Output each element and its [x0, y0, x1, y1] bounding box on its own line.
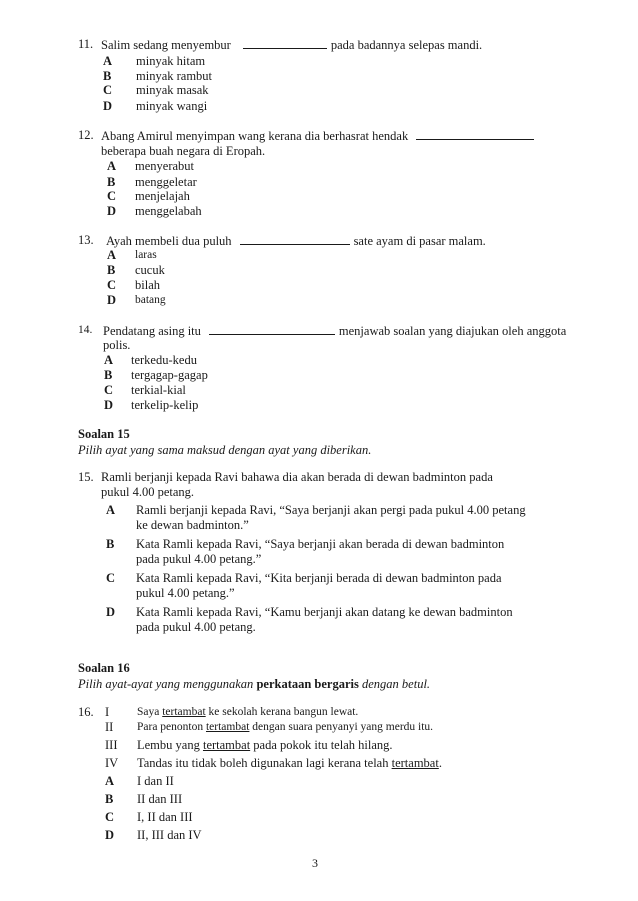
question-11-option-d-letter: D: [103, 99, 113, 113]
statement-iii-post: pada pokok itu telah hilang.: [250, 738, 393, 752]
question-14-option-d-letter: D: [104, 398, 114, 412]
question-11-stem-pre: Salim sedang menyembur: [101, 38, 231, 52]
statement-i-text: [137, 705, 358, 720]
question-15-option-c-letter: C: [106, 571, 116, 585]
question-14-option-c-letter: C: [104, 383, 114, 397]
question-13-option-c-letter: C: [107, 278, 117, 292]
question-16-option-b-letter: B: [105, 792, 114, 806]
question-12-option-b-letter: B: [107, 175, 116, 189]
question-12-option-c-letter: C: [107, 189, 117, 203]
statement-iv-underlined-word: tertambat: [391, 756, 439, 770]
question-15-stem-line1: Ramli berjanji kepada Ravi bahawa dia akan berada di dewan badminton pada: [101, 470, 493, 484]
question-14-blank: [209, 323, 335, 335]
question-14-stem-line2: polis.: [103, 338, 131, 352]
statement-iii-pre: Lembu yang: [137, 738, 203, 752]
question-16-option-b-text: II dan III: [137, 792, 183, 806]
question-12-option-a-letter: A: [107, 159, 117, 173]
question-15-option-a-line1: Ramli berjanji kepada Ravi, “Saya berjanji akan pergi pada pukul 4.00 petang: [136, 503, 526, 517]
section-16-instruction-pre: Pilih ayat-ayat yang menggunakan: [78, 677, 257, 691]
question-11-option-b-letter: B: [103, 69, 112, 83]
statement-iv-text: [137, 756, 442, 771]
question-15-option-c-line1: Kata Ramli kepada Ravi, “Kita berjanji berada di dewan badminton pada: [136, 571, 502, 585]
question-14-stem-pre: Pendatang asing itu: [103, 324, 201, 338]
question-11-stem: [101, 37, 482, 53]
question-12-option-c-text: menjelajah: [135, 189, 190, 203]
question-13-option-a-letter: A: [107, 248, 117, 262]
question-12-stem-line2: beberapa buah negara di Eropah.: [101, 144, 266, 158]
question-15-option-b-line2: pada pukul 4.00 petang.”: [136, 552, 262, 566]
statement-i-pre: Saya: [137, 706, 163, 718]
question-14-option-b-text: tergagap-gagap: [131, 368, 208, 382]
question-11-blank: [243, 37, 327, 49]
question-12-number: 12.: [78, 128, 94, 142]
statement-i-underlined-word: tertambat: [162, 706, 206, 718]
statement-iii-text: [137, 738, 393, 753]
question-16-number: 16.: [78, 705, 94, 719]
question-11-option-d-text: minyak wangi: [136, 99, 208, 113]
question-16-option-d-letter: D: [105, 828, 115, 842]
question-15-option-a-line2: ke dewan badminton.”: [136, 518, 249, 532]
question-13-stem: [106, 233, 486, 249]
question-13-option-a-text: laras: [135, 249, 157, 261]
question-15-option-d-line1: Kata Ramli kepada Ravi, “Kamu berjanji akan datang ke dewan badminton: [136, 605, 513, 619]
statement-ii-text: [137, 720, 433, 735]
question-16-option-a-text: I dan II: [137, 774, 174, 788]
statement-iv-numeral: IV: [105, 756, 119, 770]
question-15-option-c-line2: pukul 4.00 petang.”: [136, 586, 235, 600]
section-16-heading: Soalan 16: [78, 661, 130, 675]
question-14-stem-line1: [103, 323, 566, 339]
question-12-blank: [416, 128, 534, 140]
question-12-option-d-letter: D: [107, 204, 117, 218]
section-16-instruction-post: dengan betul.: [358, 677, 431, 691]
question-15-option-b-letter: B: [106, 537, 115, 551]
section-16-instruction-bold: perkataan bergaris: [256, 677, 359, 691]
question-11-number: 11.: [78, 37, 94, 51]
question-13-stem-pre: Ayah membeli dua puluh: [106, 234, 232, 248]
question-14-option-a-text: terkedu-kedu: [131, 353, 197, 367]
question-14-option-d-text: terkelip-kelip: [131, 398, 199, 412]
statement-ii-numeral: II: [105, 720, 114, 734]
question-15-stem-line2: pukul 4.00 petang.: [101, 485, 195, 499]
question-14-number: 14.: [78, 324, 93, 336]
statement-i-post: ke sekolah kerana bangun lewat.: [205, 706, 359, 718]
statement-ii-pre: Para penonton: [137, 721, 206, 733]
statement-ii-underlined-word: tertambat: [205, 721, 250, 733]
question-16-option-c-letter: C: [105, 810, 115, 824]
question-16-option-a-letter: A: [105, 774, 115, 788]
page-number: 3: [312, 856, 318, 870]
section-15-heading: Soalan 15: [78, 427, 130, 441]
statement-iv-pre: Tandas itu tidak boleh digunakan lagi kerana telah: [137, 756, 392, 770]
question-11-option-a-letter: A: [103, 54, 113, 68]
question-13-option-c-text: bilah: [135, 278, 160, 292]
question-11-option-b-text: minyak rambut: [136, 69, 213, 83]
question-14-stem-post: menjawab soalan yang diajukan oleh anggota: [338, 324, 567, 338]
question-15-option-d-letter: D: [106, 605, 116, 619]
question-15-option-b-line1: Kata Ramli kepada Ravi, “Saya berjanji akan berada di dewan badminton: [136, 537, 505, 551]
statement-ii-post: dengan suara penyanyi yang merdu itu.: [249, 721, 434, 733]
question-13-option-d-letter: D: [107, 293, 117, 307]
statement-iv-post: .: [438, 756, 442, 770]
question-15-option-a-letter: A: [106, 503, 116, 517]
question-13-stem-post: sate ayam di pasar malam.: [353, 234, 486, 248]
question-14-option-a-letter: A: [104, 353, 114, 367]
question-11-option-a-text: minyak hitam: [136, 54, 206, 68]
question-13-blank: [240, 233, 350, 245]
statement-iii-numeral: III: [105, 738, 118, 752]
question-16-option-c-text: I, II dan III: [137, 810, 193, 824]
question-16-option-d-text: II, III dan IV: [137, 828, 202, 842]
question-13-number: 13.: [78, 233, 94, 247]
question-12-option-b-text: menggeletar: [135, 175, 197, 189]
question-15-option-d-line2: pada pukul 4.00 petang.: [136, 620, 256, 634]
question-12-option-a-text: menyerabut: [135, 159, 195, 173]
question-12-stem-line1-text: Abang Amirul menyimpan wang kerana dia berhasrat hendak: [101, 129, 409, 143]
question-14-option-b-letter: B: [104, 368, 113, 382]
question-14-option-c-text: terkial-kial: [131, 383, 186, 397]
section-15-instruction: Pilih ayat yang sama maksud dengan ayat yang diberikan.: [78, 443, 372, 457]
section-16-instruction: [78, 677, 430, 692]
statement-i-numeral: I: [105, 705, 110, 719]
question-11-option-c-text: minyak masak: [136, 83, 209, 97]
statement-iii-underlined-word: tertambat: [202, 738, 251, 752]
question-11-stem-post: pada badannya selepas mandi.: [330, 38, 483, 52]
question-13-option-d-text: batang: [135, 294, 166, 306]
question-13-option-b-letter: B: [107, 263, 116, 277]
question-12-option-d-text: menggelabah: [135, 204, 202, 218]
question-11-option-c-letter: C: [103, 83, 113, 97]
question-13-option-b-text: cucuk: [135, 263, 165, 277]
question-15-number: 15.: [78, 470, 94, 484]
question-12-stem-line1: [101, 128, 538, 144]
